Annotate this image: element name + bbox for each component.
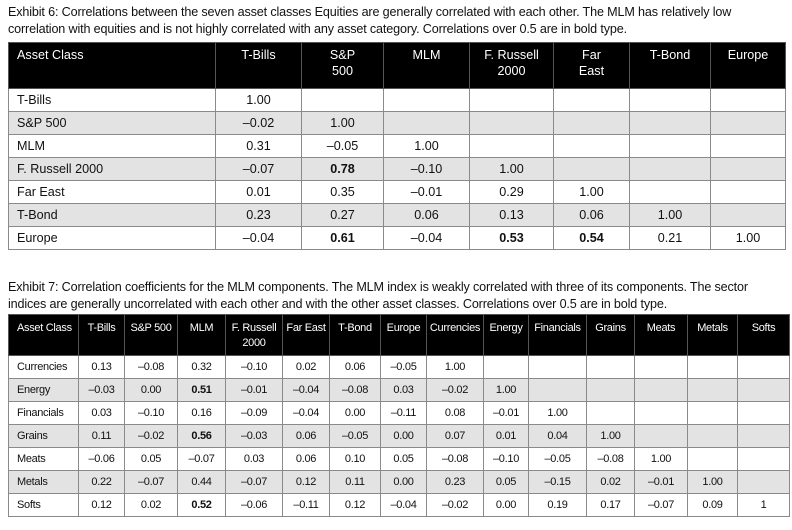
exhibit7-cell: –0.02 bbox=[427, 494, 484, 517]
exhibit6-header-cell: F. Russell 2000 bbox=[470, 43, 554, 89]
exhibit7-cell bbox=[688, 356, 738, 379]
exhibit6-row bbox=[9, 135, 786, 158]
exhibit7-cell: 0.12 bbox=[283, 471, 330, 494]
exhibit7-table bbox=[8, 314, 790, 517]
exhibit7-cell bbox=[587, 356, 635, 379]
exhibit7-cell: –0.07 bbox=[635, 494, 688, 517]
exhibit6-row-label: Far East bbox=[9, 181, 216, 204]
exhibit7-cell: –0.07 bbox=[125, 471, 178, 494]
exhibit6-cell: 0.61 bbox=[302, 227, 384, 250]
exhibit7-cell: –0.06 bbox=[226, 494, 283, 517]
exhibit6-header-cell: Far East bbox=[554, 43, 630, 89]
exhibit7-header-cell: Grains bbox=[587, 315, 635, 356]
exhibit7-row-label: Currencies bbox=[9, 356, 79, 379]
exhibit7-header-cell: F. Russell 2000 bbox=[226, 315, 283, 356]
exhibit7-cell bbox=[688, 448, 738, 471]
exhibit7-cell: 0.03 bbox=[226, 448, 283, 471]
exhibit7-cell: 0.01 bbox=[484, 425, 529, 448]
exhibit6-cell bbox=[384, 89, 470, 112]
exhibit7-cell bbox=[635, 356, 688, 379]
exhibit6-cell: 0.27 bbox=[302, 204, 384, 227]
exhibit6-cell: 0.13 bbox=[470, 204, 554, 227]
exhibit6-cell bbox=[554, 158, 630, 181]
exhibit7-cell bbox=[635, 425, 688, 448]
exhibit7-row-label: Energy bbox=[9, 379, 79, 402]
exhibit6-header-cell: S&P 500 bbox=[302, 43, 384, 89]
exhibit7-cell: –0.05 bbox=[529, 448, 587, 471]
exhibit7-cell: 0.03 bbox=[79, 402, 125, 425]
exhibit7-cell: 0.00 bbox=[484, 494, 529, 517]
exhibit7-cell bbox=[688, 425, 738, 448]
exhibit6-cell: –0.10 bbox=[384, 158, 470, 181]
exhibit6-row-label: F. Russell 2000 bbox=[9, 158, 216, 181]
exhibit6-cell: 0.35 bbox=[302, 181, 384, 204]
exhibit7-cell: –0.04 bbox=[283, 379, 330, 402]
exhibit6-cell bbox=[630, 112, 711, 135]
exhibit7-cell bbox=[529, 379, 587, 402]
exhibit7-cell bbox=[688, 402, 738, 425]
exhibit7-header-cell: Asset Class bbox=[9, 315, 79, 356]
exhibit6-cell: 0.23 bbox=[216, 204, 302, 227]
exhibit7-cell: –0.07 bbox=[178, 448, 226, 471]
exhibit7-cell: 0.02 bbox=[587, 471, 635, 494]
exhibit6-cell bbox=[554, 135, 630, 158]
exhibit7-header-cell: Far East bbox=[283, 315, 330, 356]
exhibit6-row bbox=[9, 89, 786, 112]
exhibit7-cell: 0.05 bbox=[381, 448, 427, 471]
exhibit6-cell: –0.07 bbox=[216, 158, 302, 181]
exhibit7-cell bbox=[484, 356, 529, 379]
exhibit7-cell bbox=[688, 379, 738, 402]
exhibit7-cell: –0.08 bbox=[427, 448, 484, 471]
exhibit6-cell bbox=[630, 181, 711, 204]
exhibit7-cell: –0.11 bbox=[283, 494, 330, 517]
exhibit7-cell: –0.10 bbox=[484, 448, 529, 471]
exhibit7-cell: –0.01 bbox=[635, 471, 688, 494]
exhibit6-row-label: Europe bbox=[9, 227, 216, 250]
exhibit6-cell bbox=[470, 89, 554, 112]
exhibit7-cell: 1 bbox=[738, 494, 790, 517]
exhibit7-cell: 0.02 bbox=[283, 356, 330, 379]
exhibit6-cell: 1.00 bbox=[630, 204, 711, 227]
exhibit7-row bbox=[9, 471, 790, 494]
exhibit7-cell: 0.12 bbox=[79, 494, 125, 517]
exhibit6-header-cell: Asset Class bbox=[9, 43, 216, 89]
exhibit7-cell: –0.05 bbox=[381, 356, 427, 379]
exhibit7-cell: 0.12 bbox=[330, 494, 381, 517]
exhibit7-cell: –0.11 bbox=[381, 402, 427, 425]
exhibit7-row-label: Financials bbox=[9, 402, 79, 425]
exhibit6-cell: 0.06 bbox=[554, 204, 630, 227]
exhibit6-cell: 0.01 bbox=[216, 181, 302, 204]
exhibit7-cell: 0.44 bbox=[178, 471, 226, 494]
exhibit7-header-cell: S&P 500 bbox=[125, 315, 178, 356]
exhibit6-cell: –0.02 bbox=[216, 112, 302, 135]
exhibit7-cell: –0.04 bbox=[283, 402, 330, 425]
exhibit7-header-cell: MLM bbox=[178, 315, 226, 356]
exhibit6-cell: 0.31 bbox=[216, 135, 302, 158]
exhibit7-cell: –0.08 bbox=[330, 379, 381, 402]
exhibit7-row bbox=[9, 494, 790, 517]
exhibit6-cell bbox=[630, 89, 711, 112]
exhibit6-cell: 1.00 bbox=[554, 181, 630, 204]
exhibit7-header-row bbox=[9, 315, 790, 356]
exhibit7-cell: 0.19 bbox=[529, 494, 587, 517]
exhibit7-cell: 0.05 bbox=[125, 448, 178, 471]
exhibit7-cell: 1.00 bbox=[427, 356, 484, 379]
exhibit7-cell bbox=[738, 356, 790, 379]
exhibit6-header-cell: Europe bbox=[711, 43, 786, 89]
exhibit6-cell: –0.05 bbox=[302, 135, 384, 158]
exhibit7-cell bbox=[738, 379, 790, 402]
exhibit6-table bbox=[8, 42, 786, 250]
exhibit7-cell: 0.32 bbox=[178, 356, 226, 379]
exhibit6-cell bbox=[302, 89, 384, 112]
exhibit7-header-cell: T-Bills bbox=[79, 315, 125, 356]
exhibit7-row bbox=[9, 425, 790, 448]
exhibit7-cell: 0.11 bbox=[330, 471, 381, 494]
exhibit7-cell: 0.00 bbox=[125, 379, 178, 402]
exhibit7-cell: –0.02 bbox=[125, 425, 178, 448]
exhibit6-row bbox=[9, 227, 786, 250]
exhibit6-row bbox=[9, 158, 786, 181]
exhibit7-cell bbox=[587, 402, 635, 425]
exhibit7-cell: –0.01 bbox=[484, 402, 529, 425]
exhibit7-cell: –0.07 bbox=[226, 471, 283, 494]
exhibit7-cell bbox=[529, 356, 587, 379]
exhibit6-cell bbox=[711, 112, 786, 135]
exhibit7-cell: 0.06 bbox=[330, 356, 381, 379]
exhibit7-row-label: Softs bbox=[9, 494, 79, 517]
exhibit6-cell: 1.00 bbox=[384, 135, 470, 158]
exhibit7-cell: 0.23 bbox=[427, 471, 484, 494]
exhibit7-cell: 0.07 bbox=[427, 425, 484, 448]
exhibit7-header-cell: Softs bbox=[738, 315, 790, 356]
exhibit7-cell: 0.09 bbox=[688, 494, 738, 517]
exhibit7-cell bbox=[587, 379, 635, 402]
exhibit7-cell: 0.06 bbox=[283, 448, 330, 471]
exhibit7-row bbox=[9, 402, 790, 425]
exhibit6-cell bbox=[711, 158, 786, 181]
exhibit7-cell: 0.00 bbox=[381, 471, 427, 494]
exhibit7-cell bbox=[738, 425, 790, 448]
exhibit7-cell: –0.06 bbox=[79, 448, 125, 471]
exhibit7-header-cell: T-Bond bbox=[330, 315, 381, 356]
exhibit7-cell: 0.00 bbox=[381, 425, 427, 448]
exhibit6-cell bbox=[470, 135, 554, 158]
exhibit7-row-label: Metals bbox=[9, 471, 79, 494]
exhibit7-cell bbox=[635, 379, 688, 402]
exhibit6-row bbox=[9, 112, 786, 135]
exhibit7-header-cell: Energy bbox=[484, 315, 529, 356]
exhibit6-cell: –0.04 bbox=[216, 227, 302, 250]
exhibit7-header-cell: Financials bbox=[529, 315, 587, 356]
exhibit6-cell bbox=[711, 135, 786, 158]
exhibit7-cell bbox=[738, 471, 790, 494]
exhibit6-cell bbox=[711, 181, 786, 204]
exhibit7-cell: –0.08 bbox=[587, 448, 635, 471]
exhibit7-cell bbox=[738, 402, 790, 425]
exhibit7-cell: 1.00 bbox=[529, 402, 587, 425]
exhibit7-row-label: Grains bbox=[9, 425, 79, 448]
exhibit7-cell: 0.05 bbox=[484, 471, 529, 494]
exhibit7-cell: 0.06 bbox=[283, 425, 330, 448]
exhibit7-row-label: Meats bbox=[9, 448, 79, 471]
exhibit7-cell bbox=[738, 448, 790, 471]
exhibit6-row bbox=[9, 181, 786, 204]
exhibit7-header-cell: Currencies bbox=[427, 315, 484, 356]
exhibit6-row-label: T-Bond bbox=[9, 204, 216, 227]
exhibit6-row-label: MLM bbox=[9, 135, 216, 158]
exhibit7-cell bbox=[635, 402, 688, 425]
exhibit6-row-label: S&P 500 bbox=[9, 112, 216, 135]
exhibit6-cell: 0.06 bbox=[384, 204, 470, 227]
exhibit7-cell: 1.00 bbox=[635, 448, 688, 471]
exhibit7-cell: 1.00 bbox=[484, 379, 529, 402]
exhibit6-row bbox=[9, 204, 786, 227]
exhibit7-cell: –0.03 bbox=[226, 425, 283, 448]
exhibit6-row-label: T-Bills bbox=[9, 89, 216, 112]
exhibit6-cell: 1.00 bbox=[470, 158, 554, 181]
exhibit7-cell: 0.13 bbox=[79, 356, 125, 379]
exhibit7-cell: 1.00 bbox=[688, 471, 738, 494]
exhibit6-cell bbox=[554, 112, 630, 135]
exhibit7-caption: Exhibit 7: Correlation coefficients for the MLM components. The MLM index is weakly correlated with three of its components. The sector indices are generally uncorrelated with each other and with the other asset classes. Correlations over 0.5 are in bold type. bbox=[8, 280, 748, 311]
exhibit6-cell bbox=[630, 158, 711, 181]
exhibit7-cell: –0.04 bbox=[381, 494, 427, 517]
exhibit7-header-cell: Metals bbox=[688, 315, 738, 356]
exhibit6-header-cell: T-Bond bbox=[630, 43, 711, 89]
exhibit7-cell: 0.22 bbox=[79, 471, 125, 494]
exhibit7-header-cell: Meats bbox=[635, 315, 688, 356]
exhibit7-cell: 0.04 bbox=[529, 425, 587, 448]
exhibit6-cell bbox=[554, 89, 630, 112]
exhibit7-row bbox=[9, 448, 790, 471]
exhibit7-cell: 0.56 bbox=[178, 425, 226, 448]
exhibit6-cell: 1.00 bbox=[711, 227, 786, 250]
exhibit7-cell: 0.00 bbox=[330, 402, 381, 425]
exhibit7-cell: 0.51 bbox=[178, 379, 226, 402]
exhibit7-cell: –0.01 bbox=[226, 379, 283, 402]
exhibit7-cell: –0.03 bbox=[79, 379, 125, 402]
exhibit6-cell: 0.53 bbox=[470, 227, 554, 250]
exhibit7-cell: –0.08 bbox=[125, 356, 178, 379]
exhibit6-cell: 0.21 bbox=[630, 227, 711, 250]
exhibit7-cell: –0.09 bbox=[226, 402, 283, 425]
exhibit6-cell bbox=[384, 112, 470, 135]
exhibit7-cell: 0.02 bbox=[125, 494, 178, 517]
exhibit6-cell bbox=[470, 112, 554, 135]
exhibit6-cell bbox=[711, 89, 786, 112]
exhibit7-cell: 0.10 bbox=[330, 448, 381, 471]
exhibit7-cell: –0.15 bbox=[529, 471, 587, 494]
exhibit6-cell: 0.54 bbox=[554, 227, 630, 250]
exhibit7-cell: –0.05 bbox=[330, 425, 381, 448]
exhibit6-header-row bbox=[9, 43, 786, 89]
exhibit6-header-cell: MLM bbox=[384, 43, 470, 89]
exhibit7-header-cell: Europe bbox=[381, 315, 427, 356]
exhibit6-header-cell: T-Bills bbox=[216, 43, 302, 89]
exhibit7-cell: 0.11 bbox=[79, 425, 125, 448]
exhibit7-cell: 0.03 bbox=[381, 379, 427, 402]
exhibit6-cell: 1.00 bbox=[302, 112, 384, 135]
exhibit6-cell bbox=[711, 204, 786, 227]
exhibit6-cell: 1.00 bbox=[216, 89, 302, 112]
exhibit7-cell: 0.17 bbox=[587, 494, 635, 517]
exhibit6-cell: 0.29 bbox=[470, 181, 554, 204]
exhibit7-cell: 1.00 bbox=[587, 425, 635, 448]
exhibit6-cell bbox=[630, 135, 711, 158]
exhibit6-cell: –0.04 bbox=[384, 227, 470, 250]
exhibit7-cell: –0.10 bbox=[226, 356, 283, 379]
exhibit7-cell: –0.02 bbox=[427, 379, 484, 402]
exhibit7-cell: 0.08 bbox=[427, 402, 484, 425]
exhibit6-cell: 0.78 bbox=[302, 158, 384, 181]
exhibit6-cell: –0.01 bbox=[384, 181, 470, 204]
exhibit6-caption: Exhibit 6: Correlations between the seven asset classes Equities are generally correlated with each other. The MLM has relatively low correlation with equities and is not highly correlated with any asset category. Correlations over 0.5 are in bold type. bbox=[8, 5, 732, 36]
exhibit7-cell: 0.16 bbox=[178, 402, 226, 425]
exhibit7-row bbox=[9, 356, 790, 379]
exhibit7-cell: 0.52 bbox=[178, 494, 226, 517]
exhibit7-row bbox=[9, 379, 790, 402]
exhibit7-cell: –0.10 bbox=[125, 402, 178, 425]
